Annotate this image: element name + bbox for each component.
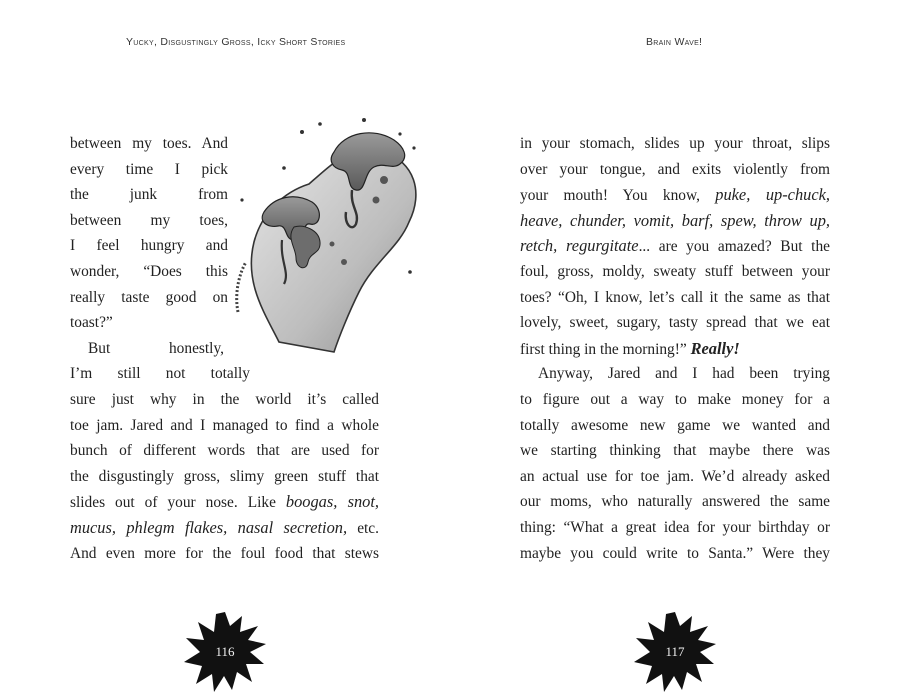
text-line: foul, gross, moldy, sweaty stuff between your [520,262,830,280]
page-number-left: 116 [182,608,268,694]
text-line: between my toes. And [70,135,228,152]
text-line: slides out of your nose. Like boogas, snot, [70,492,379,512]
running-head-left: Yucky, Disgustingly Gross, Icky Short Stories [126,36,346,48]
text-line: to figure out a way to make money for a [520,390,830,408]
text-line: sure just why in the world it’s called [70,390,379,408]
text-line: our moms, who naturally answered the same [520,493,830,511]
text-line: thing: “What a great idea for your birthday or [520,518,830,536]
text-line: the junk from [70,186,228,204]
text-line: I feel hungry and [70,237,228,255]
text-line: your mouth! You know, puke, up-chuck, [520,185,830,205]
text-line: bunch of different words that are used for [70,442,379,460]
text-line: mucus, phlegm flakes, nasal secretion, etc. [70,517,379,537]
text-line: I’m still not totally [70,365,250,383]
text-line: toast?” [70,314,113,332]
body-text-right [520,131,830,566]
text-line: toes? “Oh, I know, let’s call it the same as that [520,288,830,306]
text-line: first thing in the morning!” Really! [520,338,740,358]
right-page [450,0,900,696]
text-line: maybe you could write to Santa.” Were they [520,544,830,562]
text-line: we starting thinking that maybe there was [520,442,830,460]
text-line: an actual use for toe jam. We’d already asked [520,467,830,485]
text-line: wonder, “Does this [70,262,228,280]
text-line: every time I pick [70,160,228,178]
text-line: toe jam. Jared and I managed to find a whole [70,416,379,434]
body-text-left [70,131,379,566]
text-line: really taste good on [70,288,228,306]
text-line: And even more for the foul food that stews [70,544,379,562]
text-line: totally awesome new game we wanted and [520,416,830,434]
text-line: retch, regurgitate... are you amazed? But the [520,236,830,256]
page-number-right: 117 [632,608,718,694]
text-line: between my toes, [70,211,228,229]
text-line: in your stomach, slides up your throat, slips [520,135,830,152]
text-line: Anyway, Jared and I had been trying [538,365,830,383]
text-line: the disgustingly gross, slimy green stuff that [70,467,379,485]
text-line: But honestly, [88,339,224,357]
text-line: heave, chunder, vomit, barf, spew, throw up, [520,210,830,230]
text-line: lovely, sweet, sugary, tasty spread that we eat [520,314,830,332]
running-head-right: Brain Wave! [646,36,703,48]
text-line: over your tongue, and exits violently from [520,160,830,178]
